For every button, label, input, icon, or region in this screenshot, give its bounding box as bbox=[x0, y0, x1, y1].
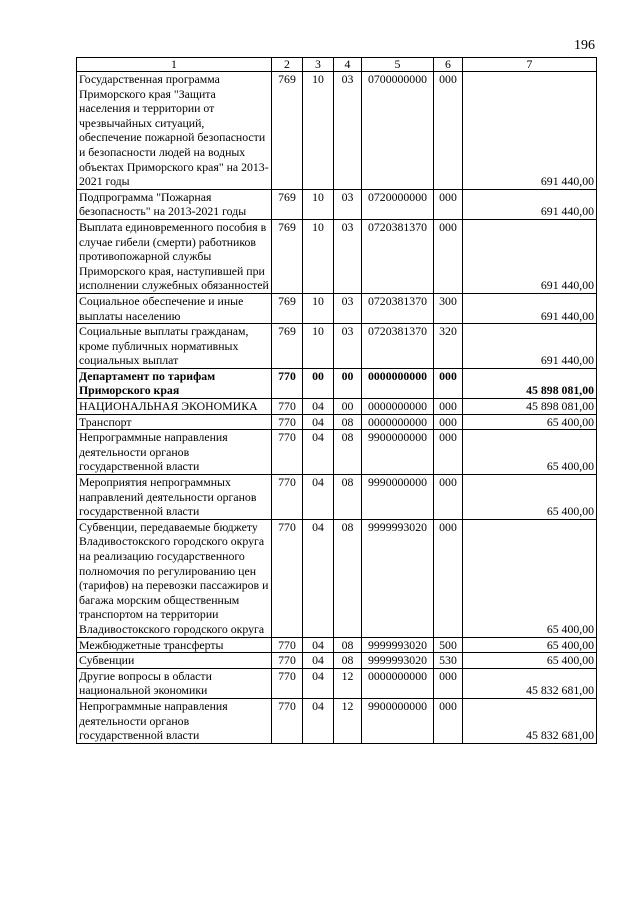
amount-value: 45 832 681,00 bbox=[463, 698, 597, 743]
column-header: 4 bbox=[334, 58, 362, 72]
ministry-code: 770 bbox=[272, 698, 303, 743]
expense-type-code: 000 bbox=[434, 72, 463, 190]
section-code: 04 bbox=[303, 668, 334, 698]
amount-value: 45 898 081,00 bbox=[463, 399, 597, 415]
amount-value: 691 440,00 bbox=[463, 72, 597, 190]
amount-value: 691 440,00 bbox=[463, 293, 597, 323]
target-article-code: 0000000000 bbox=[362, 368, 434, 398]
target-article-code: 9999993020 bbox=[362, 637, 434, 653]
target-article-code: 0700000000 bbox=[362, 72, 434, 190]
ministry-code: 770 bbox=[272, 414, 303, 430]
expense-type-code: 000 bbox=[434, 475, 463, 520]
section-code: 10 bbox=[303, 293, 334, 323]
section-code: 04 bbox=[303, 698, 334, 743]
ministry-code: 770 bbox=[272, 368, 303, 398]
page-number: 196 bbox=[574, 38, 595, 53]
section-code: 04 bbox=[303, 475, 334, 520]
ministry-code: 769 bbox=[272, 293, 303, 323]
subsection-code: 00 bbox=[334, 368, 362, 398]
ministry-code: 770 bbox=[272, 519, 303, 637]
ministry-code: 769 bbox=[272, 219, 303, 293]
ministry-code: 769 bbox=[272, 324, 303, 369]
table-row bbox=[77, 414, 597, 430]
budget-item-name: Департамент по тарифам Приморского края bbox=[77, 368, 272, 398]
subsection-code: 08 bbox=[334, 414, 362, 430]
table-row bbox=[77, 368, 597, 398]
amount-value: 691 440,00 bbox=[463, 189, 597, 219]
subsection-code: 08 bbox=[334, 653, 362, 669]
amount-value: 65 400,00 bbox=[463, 414, 597, 430]
budget-item-name: НАЦИОНАЛЬНАЯ ЭКОНОМИКА bbox=[77, 399, 272, 415]
expense-type-code: 500 bbox=[434, 637, 463, 653]
column-header: 5 bbox=[362, 58, 434, 72]
section-code: 10 bbox=[303, 189, 334, 219]
table-header-row bbox=[77, 58, 597, 72]
budget-item-name: Межбюджетные трансферты bbox=[77, 637, 272, 653]
ministry-code: 770 bbox=[272, 430, 303, 475]
expense-type-code: 000 bbox=[434, 399, 463, 415]
expense-type-code: 000 bbox=[434, 368, 463, 398]
expense-type-code: 320 bbox=[434, 324, 463, 369]
budget-item-name: Подпрограмма "Пожарная безопасность" на 2013-2021 годы bbox=[77, 189, 272, 219]
expense-type-code: 000 bbox=[434, 698, 463, 743]
section-code: 04 bbox=[303, 519, 334, 637]
target-article-code: 0720000000 bbox=[362, 189, 434, 219]
table-row bbox=[77, 219, 597, 293]
amount-value: 45 832 681,00 bbox=[463, 668, 597, 698]
subsection-code: 08 bbox=[334, 430, 362, 475]
target-article-code: 9900000000 bbox=[362, 430, 434, 475]
budget-item-name: Выплата единовременного пособия в случае гибели (смерти) работников противопожарной службы Приморского края, наступившей при исполнении служебных обязанностей bbox=[77, 219, 272, 293]
subsection-code: 03 bbox=[334, 219, 362, 293]
section-code: 10 bbox=[303, 219, 334, 293]
target-article-code: 9999993020 bbox=[362, 519, 434, 637]
target-article-code: 9990000000 bbox=[362, 475, 434, 520]
subsection-code: 03 bbox=[334, 189, 362, 219]
ministry-code: 770 bbox=[272, 475, 303, 520]
table-row bbox=[77, 519, 597, 637]
target-article-code: 0000000000 bbox=[362, 668, 434, 698]
amount-value: 65 400,00 bbox=[463, 475, 597, 520]
section-code: 10 bbox=[303, 324, 334, 369]
table-body bbox=[77, 72, 597, 744]
column-header: 3 bbox=[303, 58, 334, 72]
expense-type-code: 000 bbox=[434, 414, 463, 430]
column-header: 2 bbox=[272, 58, 303, 72]
table-row bbox=[77, 668, 597, 698]
target-article-code: 0000000000 bbox=[362, 414, 434, 430]
amount-value: 45 898 081,00 bbox=[463, 368, 597, 398]
budget-item-name: Непрограммные направления деятельности органов государственной власти bbox=[77, 698, 272, 743]
ministry-code: 769 bbox=[272, 72, 303, 190]
budget-table bbox=[76, 57, 597, 744]
expense-type-code: 000 bbox=[434, 519, 463, 637]
table-row bbox=[77, 430, 597, 475]
expense-type-code: 300 bbox=[434, 293, 463, 323]
ministry-code: 770 bbox=[272, 399, 303, 415]
target-article-code: 0000000000 bbox=[362, 399, 434, 415]
table-row bbox=[77, 293, 597, 323]
subsection-code: 03 bbox=[334, 293, 362, 323]
amount-value: 65 400,00 bbox=[463, 637, 597, 653]
ministry-code: 769 bbox=[272, 189, 303, 219]
amount-value: 691 440,00 bbox=[463, 324, 597, 369]
budget-item-name: Субвенции bbox=[77, 653, 272, 669]
column-header: 6 bbox=[434, 58, 463, 72]
expense-type-code: 000 bbox=[434, 219, 463, 293]
amount-value: 65 400,00 bbox=[463, 430, 597, 475]
budget-item-name: Другие вопросы в области национальной экономики bbox=[77, 668, 272, 698]
section-code: 04 bbox=[303, 637, 334, 653]
section-code: 04 bbox=[303, 414, 334, 430]
table-row bbox=[77, 324, 597, 369]
amount-value: 691 440,00 bbox=[463, 219, 597, 293]
target-article-code: 0720381370 bbox=[362, 219, 434, 293]
column-header: 1 bbox=[77, 58, 272, 72]
table-row bbox=[77, 399, 597, 415]
subsection-code: 08 bbox=[334, 637, 362, 653]
budget-item-name: Социальное обеспечение и иные выплаты населению bbox=[77, 293, 272, 323]
table-row bbox=[77, 698, 597, 743]
expense-type-code: 000 bbox=[434, 189, 463, 219]
subsection-code: 00 bbox=[334, 399, 362, 415]
section-code: 04 bbox=[303, 430, 334, 475]
expense-type-code: 530 bbox=[434, 653, 463, 669]
subsection-code: 03 bbox=[334, 72, 362, 190]
section-code: 04 bbox=[303, 399, 334, 415]
table-row bbox=[77, 72, 597, 190]
budget-item-name: Транспорт bbox=[77, 414, 272, 430]
budget-item-name: Непрограммные направления деятельности органов государственной власти bbox=[77, 430, 272, 475]
amount-value: 65 400,00 bbox=[463, 653, 597, 669]
subsection-code: 03 bbox=[334, 324, 362, 369]
ministry-code: 770 bbox=[272, 668, 303, 698]
section-code: 10 bbox=[303, 72, 334, 190]
amount-value: 65 400,00 bbox=[463, 519, 597, 637]
target-article-code: 9900000000 bbox=[362, 698, 434, 743]
table-row bbox=[77, 475, 597, 520]
ministry-code: 770 bbox=[272, 653, 303, 669]
table-row bbox=[77, 637, 597, 653]
target-article-code: 0720381370 bbox=[362, 324, 434, 369]
subsection-code: 12 bbox=[334, 668, 362, 698]
subsection-code: 08 bbox=[334, 519, 362, 637]
ministry-code: 770 bbox=[272, 637, 303, 653]
expense-type-code: 000 bbox=[434, 430, 463, 475]
section-code: 04 bbox=[303, 653, 334, 669]
budget-item-name: Субвенции, передаваемые бюджету Владивостокского городского округа на реализацию государственного полномочия по регулированию цен (тарифов) на перевозки пассажиров и багажа морским общественным транспортом на территории Владивостокского городского округа bbox=[77, 519, 272, 637]
subsection-code: 08 bbox=[334, 475, 362, 520]
table-row bbox=[77, 189, 597, 219]
target-article-code: 0720381370 bbox=[362, 293, 434, 323]
table-row bbox=[77, 653, 597, 669]
subsection-code: 12 bbox=[334, 698, 362, 743]
column-header: 7 bbox=[463, 58, 597, 72]
budget-item-name: Мероприятия непрограммных направлений деятельности органов государственной власти bbox=[77, 475, 272, 520]
expense-type-code: 000 bbox=[434, 668, 463, 698]
budget-item-name: Социальные выплаты гражданам, кроме публичных нормативных социальных выплат bbox=[77, 324, 272, 369]
section-code: 00 bbox=[303, 368, 334, 398]
target-article-code: 9999993020 bbox=[362, 653, 434, 669]
budget-item-name: Государственная программа Приморского края "Защита населения и территории от чрезвычайных ситуаций, обеспечение пожарной безопасности и безопасности людей на водных объектах Приморского края" на 2013-2021 годы bbox=[77, 72, 272, 190]
